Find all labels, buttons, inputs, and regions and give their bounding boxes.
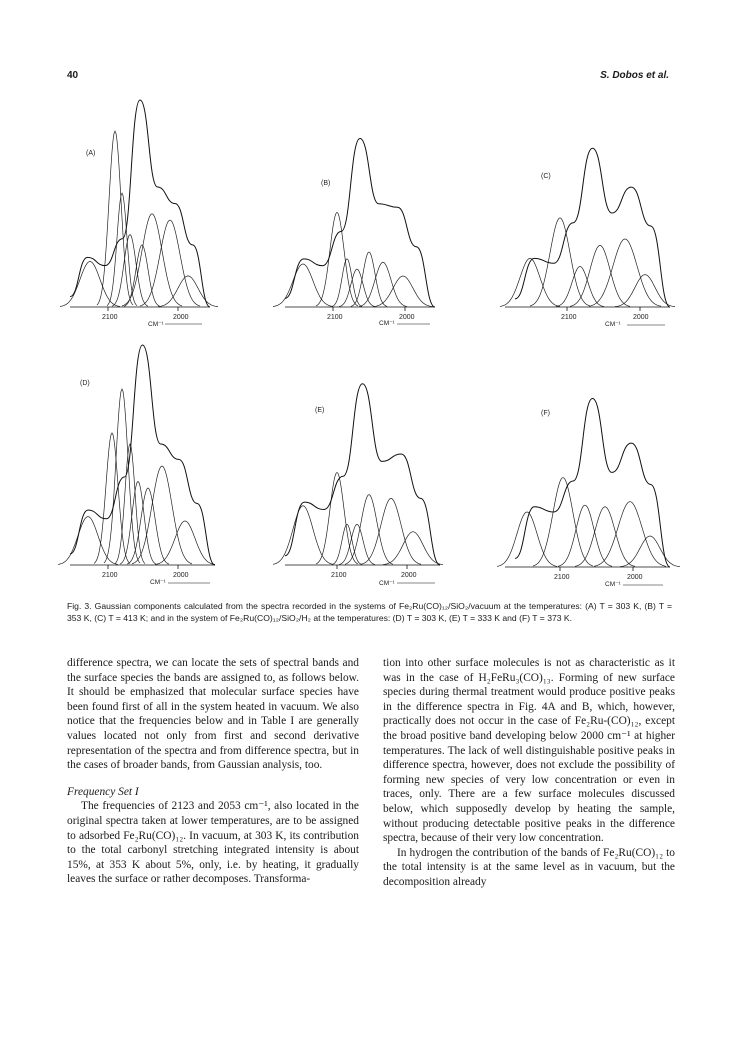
gaussian-component — [383, 532, 443, 565]
gaussian-component — [273, 264, 333, 307]
right-paragraph-2: In hydrogen the contribution of the bands of Fe₂Ru(CO)₁₂ to the total intensity is at the same level as in vacuum, but the decomposition already — [383, 846, 675, 888]
gaussian-component — [58, 517, 118, 565]
gaussian-component — [60, 262, 120, 307]
gaussian-component — [273, 506, 333, 565]
panel-e-tick-2100: 2100 — [331, 572, 347, 579]
gaussian-component — [558, 505, 612, 566]
panel-f-unit: CM⁻¹ — [605, 581, 621, 588]
panel-d — [70, 340, 220, 595]
panel-a-components — [60, 131, 218, 307]
gaussian-component — [316, 212, 358, 306]
panel-b-components — [273, 212, 433, 306]
panel-b-envelope — [285, 138, 435, 307]
panel-e-components — [273, 473, 443, 565]
gaussian-component — [589, 239, 661, 306]
right-paragraph-1: tion into other surface molecules is not as characteristic as it was in the case of H₂FeRu₃(CO)₁₃. Forming of new surface species during thermal treatment would produce positive peaks in the difference spectra in Fig. 4A and B, which, however, practically does not occur in the case of Fe₂Ru-(CO)₁₂, except the broad positive band developing below 2000 cm⁻¹ at higher temperatures. The lack of well distinguishable positive peaks in difference spectra, however, does not exclude the possibility of forming new species of very low concentration or even in traces, only. There are a few surface molecules discussed below, which supposedly develop by heating the sample, without producing detectable positive peaks in the difference spectra, because of their very low concentration. — [383, 657, 675, 845]
page-number: 40 — [67, 70, 79, 81]
left-column — [67, 656, 359, 887]
panel-a-tick-2100: 2100 — [102, 314, 118, 321]
panel-f-label: (F) — [541, 410, 550, 417]
panel-c-components — [500, 218, 675, 307]
panel-a-unit: CM⁻¹ — [148, 321, 164, 328]
panel-d-plot — [70, 340, 220, 590]
panel-c-tick-2100: 2100 — [561, 314, 577, 321]
panel-a-label: (A) — [86, 150, 96, 157]
panel-c-plot — [505, 130, 675, 330]
panel-b-label: (B) — [321, 180, 331, 187]
panel-b — [285, 125, 440, 335]
gaussian-component — [530, 218, 590, 306]
panel-f-components — [497, 478, 680, 567]
gaussian-component — [332, 259, 362, 307]
panel-c — [505, 130, 675, 335]
panel-e-label: (E) — [315, 407, 325, 414]
panel-c-unit: CM⁻¹ — [605, 321, 621, 328]
panel-d-tick-2100: 2100 — [102, 572, 118, 579]
gaussian-component — [158, 276, 218, 307]
panel-e-tick-2000: 2000 — [401, 572, 417, 579]
gaussian-component — [359, 262, 407, 306]
panel-f-tick-2000: 2000 — [627, 574, 643, 581]
figure-caption: Fig. 3. Gaussian components calculated from the spectra recorded in the systems of Fe₂Ru(CO)₁₂/SiO₂/vacuum at the temperatures: (A) T = 303 K, (B) T = 353 K, (C) T = 413 K; and in the system of Fe₂Ru(CO)₁₂/SiO₂/H₂ at the temperatures: (D) T = 303 K, (E) T = 333 K and (F) T = 373 K. — [67, 601, 672, 623]
left-paragraph-1: difference spectra, we can locate the sets of spectral bands and the surface species the bands are assigned to, as follows below. It should be emphasized that molecular surface species have been found first of all in the system heated in vacuum. We also notice that the frequencies below and in Table I are generally values located not only from first and second derivative representation of the spectra and from difference spectra, but in the cases of broader bands, from Gaussian analysis, too. — [67, 657, 359, 772]
panel-d-envelope — [70, 345, 215, 565]
gaussian-component — [345, 495, 393, 565]
panel-a — [70, 95, 220, 335]
panel-b-plot — [285, 125, 440, 330]
panel-a-plot — [70, 95, 220, 330]
panel-f-tick-2100: 2100 — [554, 574, 570, 581]
panel-d-components — [58, 389, 215, 565]
panel-e-plot — [285, 370, 445, 590]
panel-c-label: (C) — [541, 173, 551, 180]
panel-c-envelope — [515, 148, 670, 307]
running-head: S. Dobos et al. — [600, 70, 669, 81]
panel-d-tick-2000: 2000 — [173, 572, 189, 579]
panel-c-tick-2000: 2000 — [633, 314, 649, 321]
panel-e-unit: CM⁻¹ — [379, 580, 395, 587]
gaussian-component — [500, 258, 560, 306]
gaussian-component — [570, 245, 630, 306]
gaussian-component — [533, 478, 593, 566]
left-paragraph-2: The frequencies of 2123 and 2053 cm⁻¹, also located in the original spectra taken at lower temperatures, are to be assigned to adsorbed Fe₂Ru(CO)₁₂. In vacuum, at 303 K, its contribution to the total carbonyl stretching integrated intensity is about 15%, at 353 K about 5%, only, i.e. by heating, it gradually leaves the surface or rather decomposes. Transforma- — [67, 800, 359, 886]
panel-a-tick-2000: 2000 — [173, 314, 189, 321]
panel-b-tick-2100: 2100 — [327, 314, 343, 321]
panel-f — [505, 375, 675, 595]
gaussian-component — [104, 389, 140, 563]
gaussian-component — [132, 466, 192, 564]
panel-f-plot — [505, 375, 675, 590]
section-heading: Frequency Set I — [67, 785, 139, 798]
panel-d-unit: CM⁻¹ — [150, 579, 166, 586]
panel-b-unit: CM⁻¹ — [379, 320, 395, 327]
right-column — [383, 656, 675, 890]
gaussian-component — [361, 498, 421, 564]
panel-b-tick-2000: 2000 — [399, 314, 415, 321]
gaussian-component — [316, 473, 358, 565]
panel-e — [285, 370, 445, 595]
panel-d-label: (D) — [80, 380, 90, 387]
gaussian-component — [140, 220, 200, 306]
gaussian-component — [594, 502, 666, 567]
gaussian-component — [556, 267, 604, 307]
